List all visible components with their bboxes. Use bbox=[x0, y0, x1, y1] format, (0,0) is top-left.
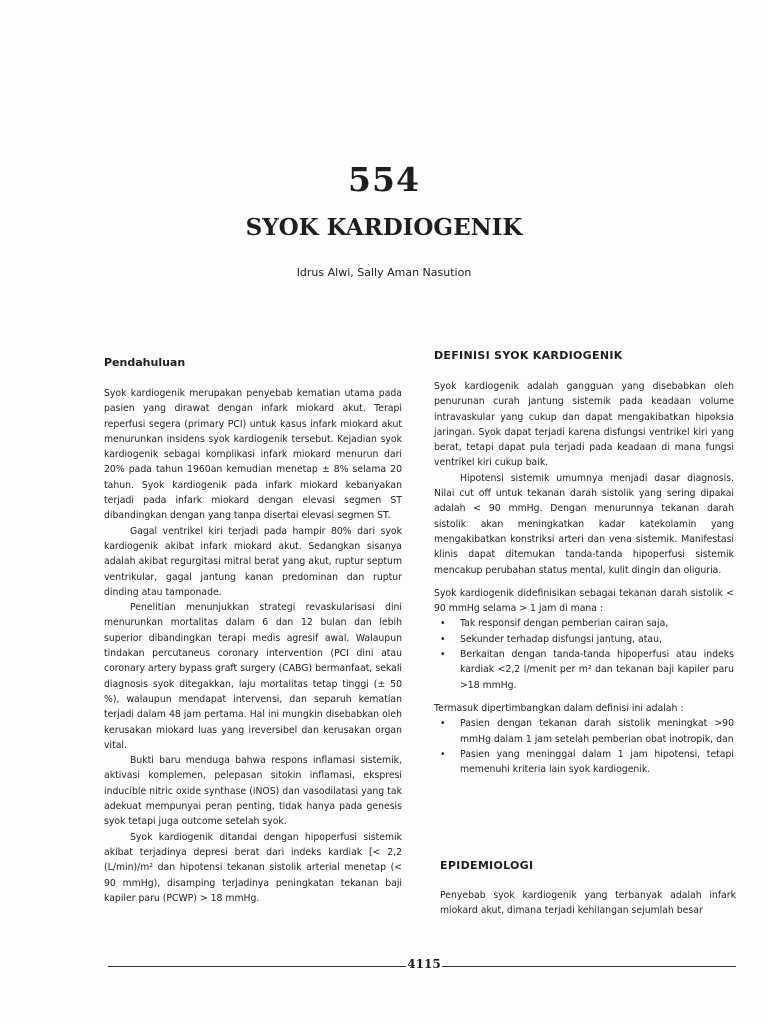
considered-intro: Termasuk dipertimbangkan dalam definisi ini adalah : bbox=[434, 702, 684, 714]
chapter-title: SYOK KARDIOGENIK bbox=[245, 214, 523, 241]
paragraph: Syok kardiogenik adalah gangguan yang disebabkan oleh penurunan curah jantung sistemik pada keadaan volume intravaskular yang cukup dan dapat mengakibatkan hipoksia jaringan. Syok dapat terjadi karena disfungsi ventrikel kiri yang berat, tetapi dapat pula terjadi pada keadaan di mana fungsi ventrikel kiri cukup baik. bbox=[434, 381, 734, 469]
list-item: • Pasien yang meninggal dalam 1 jam hipotensi, tetapi memenuhi kriteria lain syok kardiogenik. bbox=[434, 747, 734, 778]
paragraph: Gagal ventrikel kiri terjadi pada hampir 80% dari syok kardiogenik akibat infark miokard akut. Sedangkan sisanya adalah akibat regurgitasi mitral berat yang akut, ruptur septum ventrikular, gagal jantung kanan predominan dan ruptur dinding atau tamponade. bbox=[104, 525, 402, 598]
chapter-number: 554 bbox=[348, 160, 420, 199]
list-item: • Tak responsif dengan pemberian cairan saja, bbox=[434, 616, 734, 631]
definition-intro: Syok kardiogenik didefinisikan sebagai tekanan darah sistolik < 90 mmHg selama > 1 jam di mana : bbox=[434, 587, 734, 615]
considered-list bbox=[434, 716, 734, 777]
paragraph: Penyebab syok kardiogenik yang terbanyak adalah infark miokard akut, dimana terjadi kehilangan sejumlah besar bbox=[440, 890, 736, 917]
page-number: 4115 bbox=[407, 957, 441, 971]
paragraph: Bukti baru menduga bahwa respons inflamasi sistemik, aktivasi komplemen, pelepasan sitokin inflamasi, ekspresi inducible nitric oxide synthase (iNOS) dan vasodilatasi yang tak adekuat mempunyai peran penting, tidak hanya pada genesis syok tetapi juga outcome setelah syok. bbox=[104, 755, 402, 828]
paragraph: Syok kardiogenik ditandai dengan hipoperfusi sistemik akibat terjadinya depresi berat dari indeks kardiak [< 2,2 (L/min)/m² dan hipotensi tekanan sistolik arterial menetap (< 90 mmHg), disamping terjadinya peningkatan tekanan baji kapiler paru (PCWP) > 18 mmHg. bbox=[104, 831, 402, 904]
paragraph: Penelitian menunjukkan strategi revaskularisasi dini menurunkan mortalitas dalam 6 dan 12 bulan dan lebih superior dibandingkan terapi medis agresif awal. Walaupun tindakan percutaneus coronary intervention (PCI dini atau coronary artery bypass graft surgery (CABG) bermanfaat, sekali diagnosis syok ditegakkan, laju mortalitas tetap tinggi (± 50 %), walaupun mendapat intervensi, dan separuh kematian terjadi dalam 48 jam pertama. Hal ini mungkin disebabkan oleh kerusakan miokard luas yang ireversibel dan kerusakan organ vital. bbox=[104, 602, 402, 751]
list-item: • Berkaitan dengan tanda-tanda hipoperfusi atau indeks kardiak <2,2 l/menit per m² dan tekanan baji kapiler paru >18 mmHg. bbox=[434, 647, 734, 693]
section-heading-epidemiologi: EPIDEMIOLOGI bbox=[440, 859, 534, 872]
section-heading-pendahuluan: Pendahuluan bbox=[104, 356, 186, 369]
footer-rule-right bbox=[442, 966, 736, 967]
paragraph: Hipotensi sistemik umumnya menjadi dasar diagnosis. Nilai cut off untuk tekanan darah sistolik yang sering dipakai adalah < 90 mmHg. Dengan menurunnya tekanan darah sistolik akan meningkatkan kadar katekolamin yang mengakibatkan konstriksi arteri dan vena sistemik. Manifestasi klinis dapat ditemukan tanda-tanda hipoperfusi sistemik mencakup perubahan status mental, kulit dingin dan oliguria. bbox=[434, 472, 734, 576]
left-column bbox=[104, 386, 402, 906]
list-item: • Pasien dengan tekanan darah sistolik meningkat >90 mmHg dalam 1 jam setelah pemberian obat inotropik, dan bbox=[434, 716, 734, 747]
definition-list bbox=[434, 616, 734, 692]
paragraph: Syok kardiogenik merupakan penyebab kematian utama pada pasien yang dirawat dengan infark miokard akut. Terapi reperfusi segera (primary PCI) untuk kasus infark miokard akut menurunkan insidens syok kardiogenik tersebut. Kejadian syok kardiogenik sebagai komplikasi infark miokard menurun dari 20% pada tahun 1960an kemudian menetap ± 8% selama 20 tahun. Syok kardiogenik pada infark miokard kebanyakan terjadi pada infark miokard dengan elevasi segmen ST dibandingkan dengan yang tanpa disertai elevasi segmen ST. bbox=[104, 388, 402, 522]
authors: Idrus Alwi, Sally Aman Nasution bbox=[296, 266, 472, 279]
epidemiologi-column bbox=[440, 888, 736, 919]
section-heading-definisi: DEFINISI SYOK KARDIOGENIK bbox=[434, 349, 623, 362]
footer-rule-left bbox=[108, 966, 406, 967]
right-column bbox=[434, 379, 734, 777]
list-item: • Sekunder terhadap disfungsi jantung, atau, bbox=[434, 632, 734, 647]
